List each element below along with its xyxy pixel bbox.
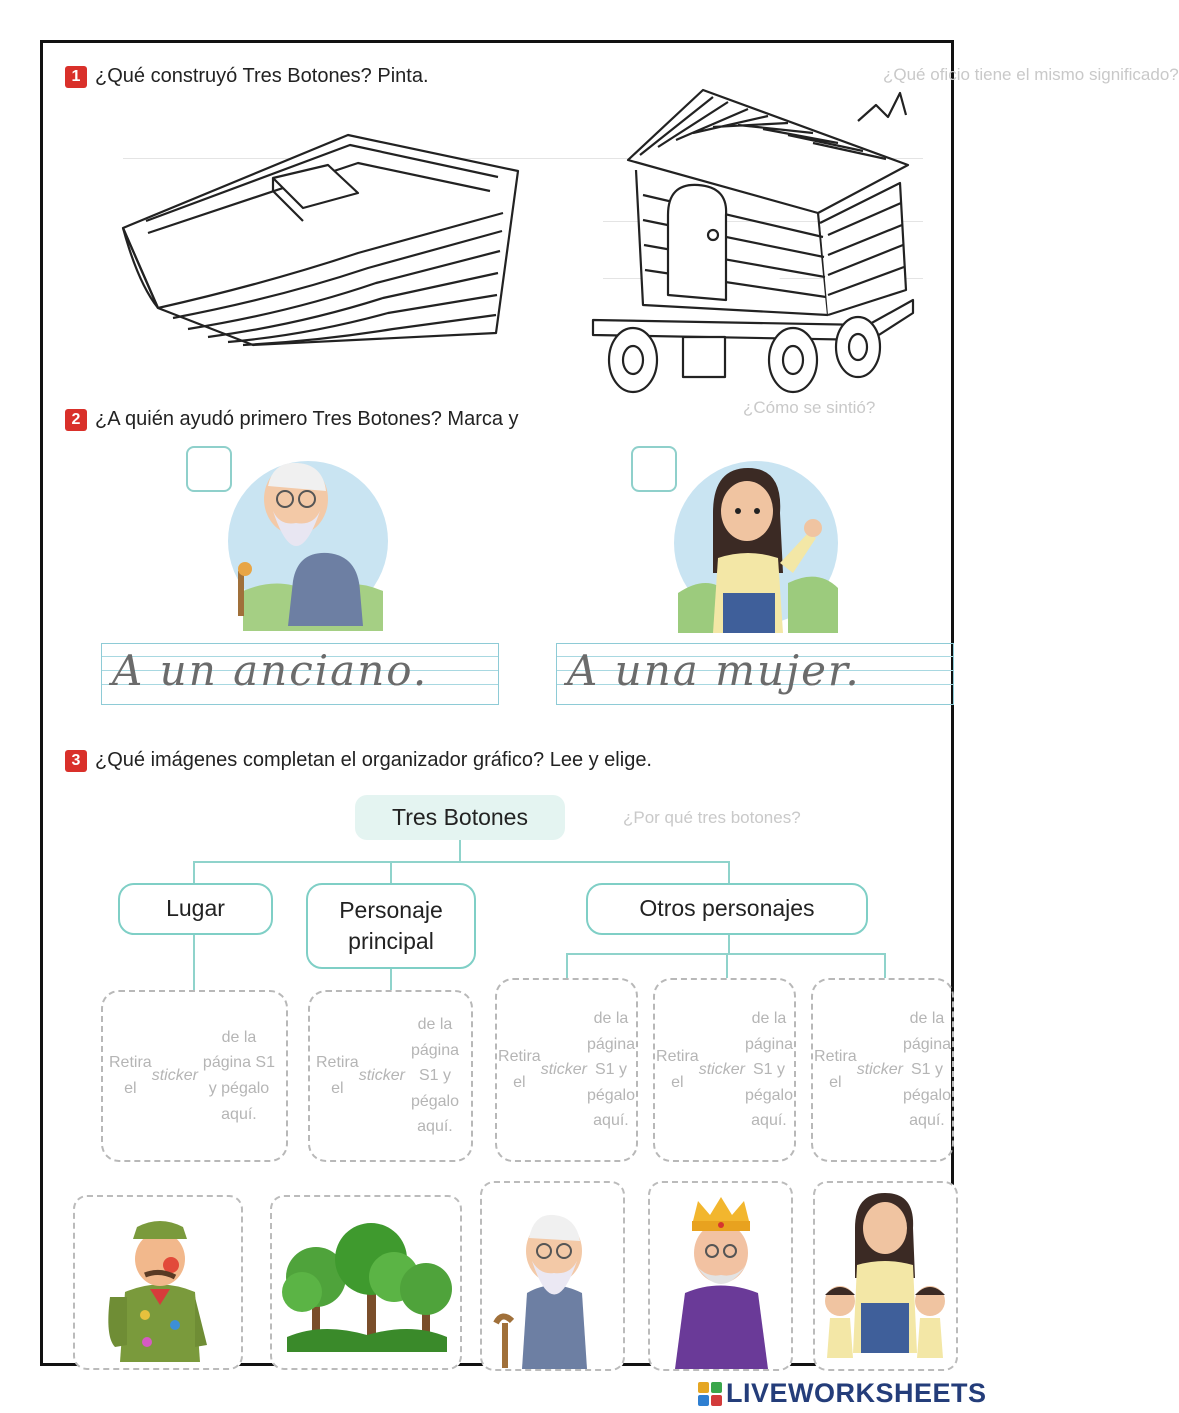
woman-illustration bbox=[668, 453, 843, 633]
question-1 bbox=[65, 65, 429, 88]
old-man-sticker-illustration bbox=[482, 1183, 623, 1369]
connector-line bbox=[884, 953, 886, 978]
connector-line bbox=[566, 953, 568, 978]
connector-line bbox=[390, 968, 392, 990]
card-woman-children[interactable] bbox=[813, 1181, 958, 1371]
worksheet-frame bbox=[40, 40, 1179, 1366]
answer-old-man: A un anciano. bbox=[112, 646, 429, 695]
tres-botones-illustration bbox=[75, 1197, 241, 1368]
sticker-slot-lugar[interactable]: Retira el sticker de la página S1 y pégalo aquí. bbox=[101, 990, 288, 1162]
ghost-text: ¿Qué oficio tiene el mismo significado? bbox=[883, 65, 1179, 84]
card-tres-botones[interactable] bbox=[73, 1195, 243, 1370]
ghost-text: ¿Cómo se sintió? bbox=[743, 398, 876, 417]
question-2 bbox=[65, 408, 519, 431]
liveworksheets-logo[interactable] bbox=[698, 1378, 987, 1409]
organizer-root: Tres Botones bbox=[355, 795, 565, 840]
liveworksheets-icon bbox=[698, 1382, 722, 1406]
ghost-text: ¿Por qué tres botones? bbox=[623, 808, 801, 827]
connector-line bbox=[193, 935, 195, 990]
question-3-text: ¿Qué imágenes completan el organizador gráfico? Lee y elige. bbox=[95, 749, 652, 771]
answer-writing-line bbox=[556, 643, 954, 705]
sticker-slot-otro-3[interactable]: Retira el sticker de la página S1 y pégalo aquí. bbox=[811, 978, 954, 1162]
question-number-badge: 1 bbox=[65, 66, 87, 88]
woman-children-illustration bbox=[815, 1183, 956, 1369]
connector-line bbox=[459, 838, 461, 863]
woman-checkbox[interactable] bbox=[631, 446, 677, 492]
card-old-man[interactable] bbox=[480, 1181, 625, 1371]
question-2-text: ¿A quién ayudó primero Tres Botones? Marca y bbox=[95, 408, 519, 430]
connector-line bbox=[193, 861, 728, 863]
question-1-text: ¿Qué construyó Tres Botones? Pinta. bbox=[95, 65, 429, 87]
connector-line bbox=[726, 953, 728, 978]
card-forest[interactable] bbox=[270, 1195, 462, 1370]
sticker-slot-otro-1[interactable]: Retira el sticker de la página S1 y pégalo aquí. bbox=[495, 978, 638, 1162]
sticker-slot-otro-2[interactable]: Retira el sticker de la página S1 y pégalo aquí. bbox=[653, 978, 796, 1162]
organizer-node-personaje-principal: Personaje principal bbox=[306, 883, 476, 969]
answer-woman: A una mujer. bbox=[567, 646, 861, 695]
house-wagon-drawing[interactable] bbox=[588, 85, 918, 375]
connector-line bbox=[193, 861, 195, 883]
connector-line bbox=[728, 861, 730, 883]
forest-illustration bbox=[272, 1197, 460, 1368]
sticker-slot-personaje[interactable]: Retira el sticker de la página S1 y pégalo aquí. bbox=[308, 990, 473, 1162]
organizer-node-lugar: Lugar bbox=[118, 883, 273, 935]
old-man-illustration bbox=[218, 441, 393, 631]
king-illustration bbox=[650, 1183, 791, 1369]
question-number-badge: 2 bbox=[65, 409, 87, 431]
connector-line bbox=[390, 861, 392, 883]
answer-writing-line bbox=[101, 643, 499, 705]
question-3 bbox=[65, 749, 652, 772]
connector-line bbox=[728, 935, 730, 953]
old-man-checkbox[interactable] bbox=[186, 446, 232, 492]
boat-drawing[interactable] bbox=[118, 133, 518, 348]
organizer-node-otros-personajes: Otros personajes bbox=[586, 883, 868, 935]
card-king[interactable] bbox=[648, 1181, 793, 1371]
question-number-badge: 3 bbox=[65, 750, 87, 772]
brand-text: LIVEWORKSHEETS bbox=[726, 1378, 987, 1408]
